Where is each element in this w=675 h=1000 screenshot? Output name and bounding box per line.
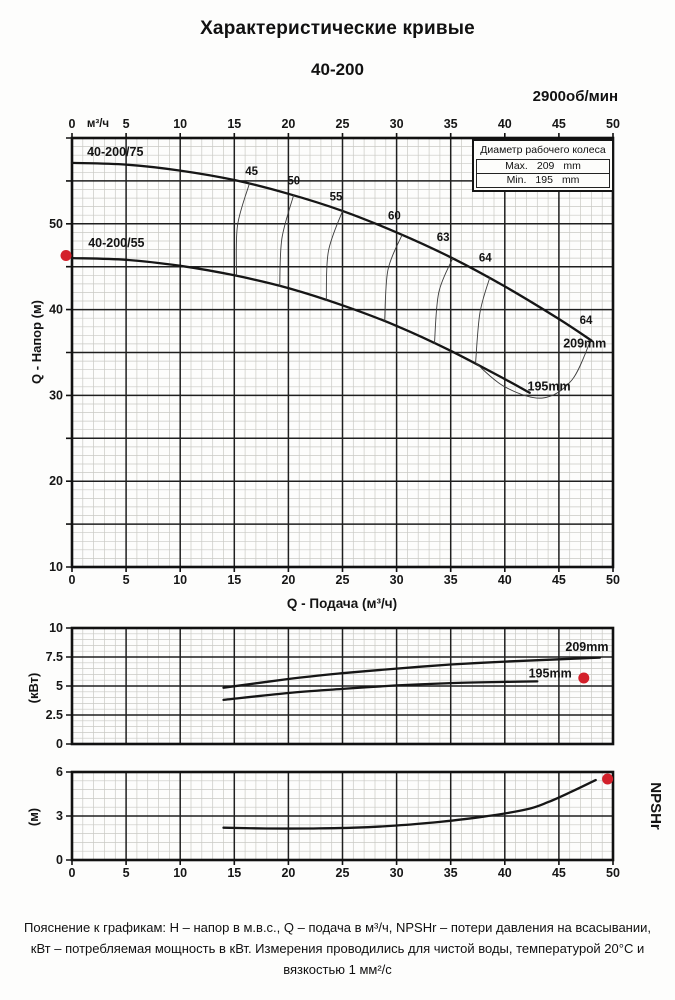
power-flow-chart <box>26 621 613 751</box>
chart-label: 64 <box>579 315 593 328</box>
svg-text:40: 40 <box>497 117 512 131</box>
svg-text:5: 5 <box>122 117 130 131</box>
svg-text:40: 40 <box>497 866 512 880</box>
chart-label: 64 <box>478 252 492 265</box>
svg-text:25: 25 <box>335 573 350 587</box>
y-axis-title: (м) <box>26 807 41 827</box>
svg-text:20: 20 <box>281 117 296 131</box>
chart-label: 195mm <box>528 666 572 681</box>
svg-text:0: 0 <box>68 866 76 880</box>
chart-label: 55 <box>329 191 343 204</box>
svg-text:30: 30 <box>389 117 404 131</box>
page-title: Характеристические кривые <box>200 18 475 39</box>
svg-text:40: 40 <box>497 573 512 587</box>
svg-text:20: 20 <box>49 474 63 489</box>
chart-label: 50 <box>287 175 301 188</box>
svg-text:10: 10 <box>49 560 63 574</box>
svg-text:0: 0 <box>56 853 63 867</box>
svg-text:7.5: 7.5 <box>45 650 63 664</box>
svg-text:30: 30 <box>49 388 63 403</box>
legend-max-label: Max. <box>505 160 528 172</box>
legend-rows <box>476 159 610 188</box>
svg-text:50: 50 <box>606 117 620 131</box>
chart-label: 195mm <box>527 379 571 394</box>
svg-text:10: 10 <box>173 866 188 880</box>
svg-text:40: 40 <box>49 302 63 317</box>
chart-label: 209mm <box>563 336 607 351</box>
impeller-diameter-legend <box>472 139 614 192</box>
legend-min-label: Min. <box>506 174 527 186</box>
x-axis-title: Q - Подача (м³/ч) <box>286 596 398 611</box>
chart-label: 209mm <box>565 640 609 655</box>
svg-text:30: 30 <box>389 573 404 587</box>
svg-text:20: 20 <box>281 866 296 880</box>
legend-max-unit: mm <box>563 160 581 172</box>
svg-text:25: 25 <box>335 866 350 880</box>
legend-min-unit: mm <box>561 174 580 186</box>
impeller-195mm-40-200/55 <box>72 258 530 393</box>
svg-text:15: 15 <box>227 573 242 587</box>
svg-text:5: 5 <box>56 679 63 693</box>
svg-text:35: 35 <box>443 117 458 131</box>
svg-text:30: 30 <box>389 866 404 880</box>
chart-label: 40-200/75 <box>87 145 144 159</box>
svg-text:25: 25 <box>335 117 350 131</box>
svg-text:0: 0 <box>56 737 63 751</box>
npshr-curve <box>224 780 596 828</box>
red-marker-dot <box>578 673 589 684</box>
svg-text:50: 50 <box>606 573 620 587</box>
eta-64 <box>476 278 490 363</box>
svg-text:50: 50 <box>49 216 63 231</box>
legend-title: Диаметр рабочего колеса <box>480 144 606 156</box>
svg-text:45: 45 <box>551 573 566 587</box>
svg-text:5: 5 <box>122 573 130 587</box>
svg-text:45: 45 <box>551 117 566 131</box>
svg-text:35: 35 <box>443 573 458 587</box>
red-marker-dot <box>61 250 72 261</box>
y-axis-title: Q - Напор (м) <box>29 300 44 384</box>
eta-50 <box>280 195 294 287</box>
chart-label: 40-200/55 <box>88 236 145 250</box>
legend-row-min <box>477 173 609 187</box>
svg-text:5: 5 <box>122 866 130 880</box>
svg-text:2.5: 2.5 <box>45 708 63 722</box>
svg-text:0: 0 <box>68 573 76 587</box>
eta-60 <box>385 235 402 321</box>
chart-label: 45 <box>245 165 258 178</box>
svg-text:15: 15 <box>227 866 242 880</box>
svg-text:45: 45 <box>551 866 566 880</box>
chart-label: 60 <box>388 210 401 223</box>
svg-text:20: 20 <box>281 573 296 587</box>
svg-text:3: 3 <box>56 809 63 823</box>
chart-label: м³/ч <box>86 117 110 130</box>
svg-text:10: 10 <box>173 117 188 131</box>
npshr-axis-title: NPSHr <box>647 782 664 830</box>
svg-text:10: 10 <box>173 573 188 587</box>
red-marker-dot <box>602 774 613 785</box>
svg-text:15: 15 <box>227 117 242 131</box>
legend-row-max <box>477 160 609 173</box>
power-195mm <box>224 681 538 700</box>
chart-label: 63 <box>436 232 450 244</box>
pump-model-title: 40-200 <box>311 60 364 79</box>
svg-text:0: 0 <box>68 117 76 131</box>
y-axis-title: (кВт) <box>26 672 41 704</box>
legend-max-value: 209 <box>536 160 555 172</box>
svg-text:6: 6 <box>56 765 63 779</box>
svg-text:50: 50 <box>606 866 620 880</box>
svg-text:10: 10 <box>49 621 63 635</box>
rpm-label: 2900об/мин <box>532 88 618 105</box>
npshr-flow-chart <box>26 765 664 880</box>
svg-text:35: 35 <box>443 866 458 880</box>
legend-min-value: 195 <box>535 174 553 186</box>
eta-45 <box>236 184 249 276</box>
charts-explanation-caption: Пояснение к графикам: Н – напор в м.в.с., Q – подача в м³/ч, NPSHr – потери давления на всасывании, кВт – потребляемая мощность в кВт. Измерения проводились для чистой воды, температурой 20°С и вязкостью 1 мм²/с <box>23 920 651 977</box>
